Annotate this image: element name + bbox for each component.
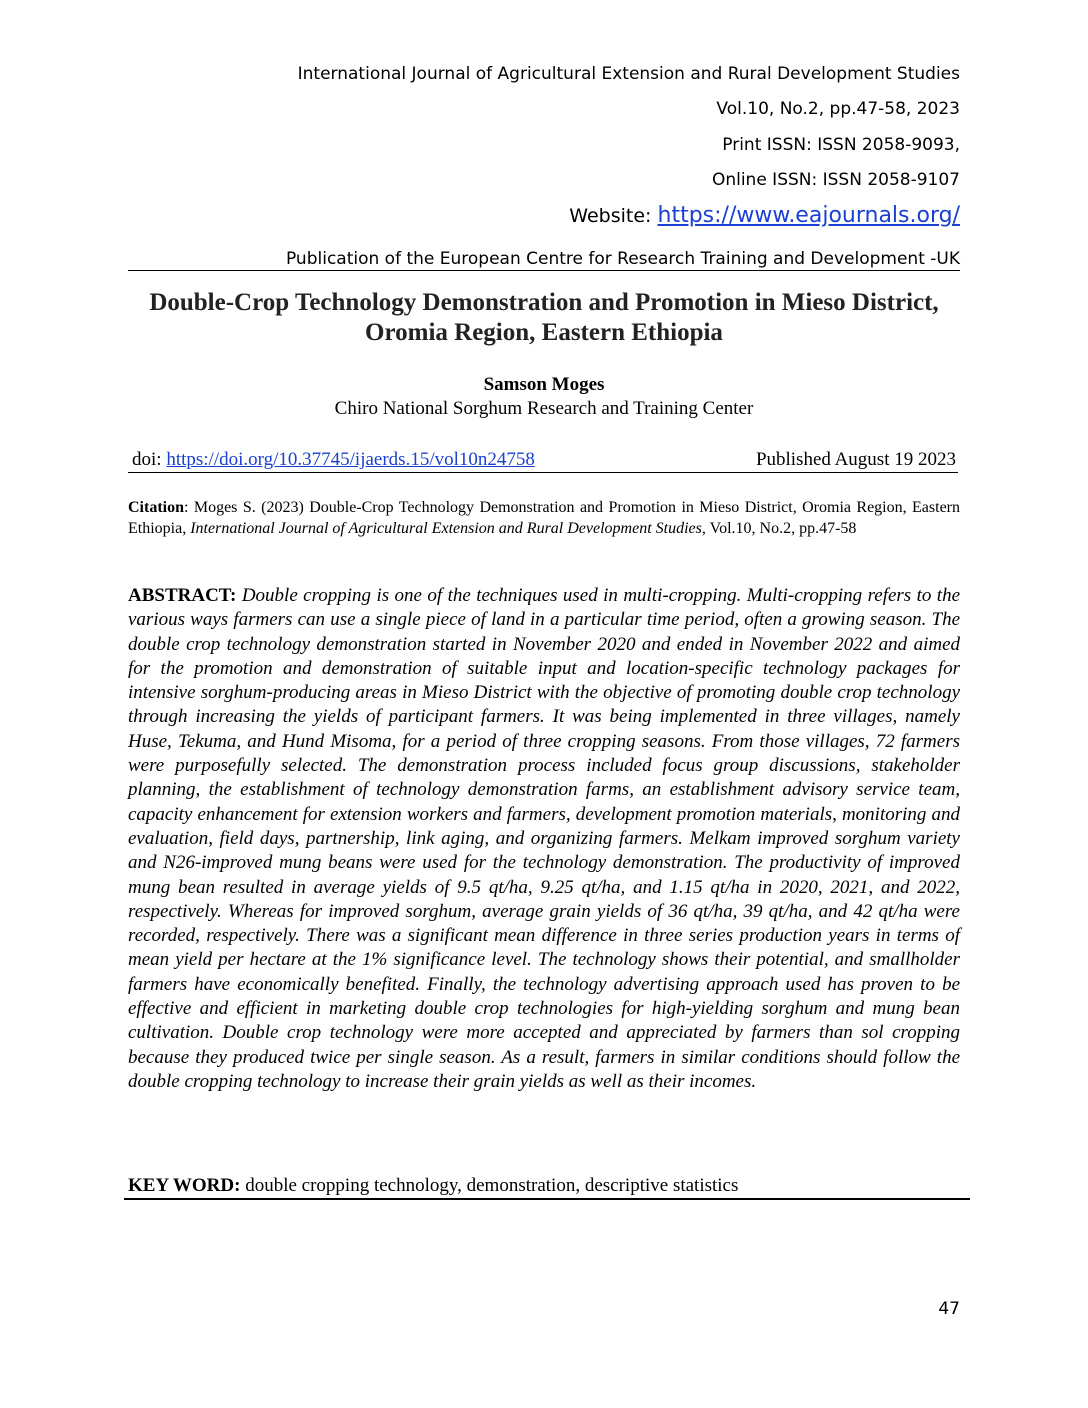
doi-label: doi: [132, 449, 162, 470]
page-number: 47 [938, 1299, 960, 1319]
website-link[interactable]: https://www.eajournals.org/ [657, 203, 960, 228]
doi-block [132, 448, 535, 472]
abstract-label: ABSTRACT: [128, 585, 237, 606]
print-issn: Print ISSN: ISSN 2058-9093, [722, 135, 960, 155]
citation-text: : Moges S. (2023) Double-Crop Technology Demonstration and Promotion in Mieso District, Oromia Region, Eastern Ethiopia, [128, 499, 960, 537]
keywords-text: double cropping technology, demonstration, descriptive statistics [245, 1175, 739, 1196]
journal-name: International Journal of Agricultural Extension and Rural Development Studies [297, 64, 960, 84]
citation-volume: , Vol.10, No.2, pp.47-58 [701, 520, 857, 537]
author-name: Samson Moges [483, 374, 605, 395]
keywords-label: KEY WORD: [128, 1175, 241, 1196]
abstract-text: Double cropping is one of the techniques used in multi-cropping. Multi-cropping refers to the various ways farmers can use a single piece of land in a particular time period, often a growing season. The double crop technology demonstration started in November 2020 and ended in November 2022 and aimed for the promotion and demonstration of suitable input and location-specific technology packages for intensive sorghum-producing areas in Mieso District with the objective of promoting double crop technology through increasing the yields of participant farmers. It was being implemented in three villages, namely Huse, Tekuma, and Hund Misoma, for a period of three cropping seasons. From those villages, 72 farmers were purposefully selected. The demonstration process included focus group discussions, stakeholder planning, the establishment of technology demonstration farms, an establishment advisory service team, capacity enhancement for extension workers and farmers, development promotion materials, monitoring and evaluation, field days, partnership, link aging, and organizing farmers. Melkam improved sorghum variety and N26-improved mung beans were used for the technology demonstration. The productivity of improved mung bean resulted in average yields of 9.5 qt/ha, 9.25 qt/ha, and 1.15 qt/ha in 2020, 2021, and 2022, respectively. Whereas for improved sorghum, average grain yields of 36 qt/ha, 39 qt/ha, and 42 qt/ha were recorded, respectively. There was a significant mean difference in three series production years in terms of mean yield per hectare at the 1% significance level. The technology shows their potential, and smallholder farmers have economically benefited. Finally, the technology advertising approach used has proven to be effective and efficient in marketing double crop technologies for high-yielding sorghum and mung bean cultivation. Double crop technology were more accepted and appreciated by farmers than sol cropping because they produced twice per single season. As a result, farmers in similar conditions should follow the double cropping technology to increase their grain yields as well as their incomes. [128, 585, 961, 1092]
volume-info: Vol.10, No.2, pp.47-58, 2023 [716, 99, 960, 119]
citation [128, 497, 960, 539]
author-affiliation: Chiro National Sorghum Research and Training Center [334, 398, 754, 419]
doi-link[interactable]: https://doi.org/10.37745/ijaerds.15/vol10n24758 [166, 449, 535, 470]
citation-label: Citation [128, 499, 184, 516]
doi-row [128, 448, 958, 473]
keywords [124, 1174, 970, 1200]
article-title: Double-Crop Technology Demonstration and Promotion in Mieso District, Oromia Region, Eastern Ethiopia [149, 289, 939, 346]
online-issn: Online ISSN: ISSN 2058-9107 [711, 170, 960, 190]
abstract [128, 584, 960, 1094]
website-label: Website: [569, 205, 652, 227]
publisher-line: Publication of the European Centre for Research Training and Development -UK [128, 248, 960, 271]
website-line [569, 203, 960, 229]
citation-journal: International Journal of Agricultural Extension and Rural Development Studies [190, 520, 702, 537]
published-date: Published August 19 2023 [755, 449, 956, 470]
